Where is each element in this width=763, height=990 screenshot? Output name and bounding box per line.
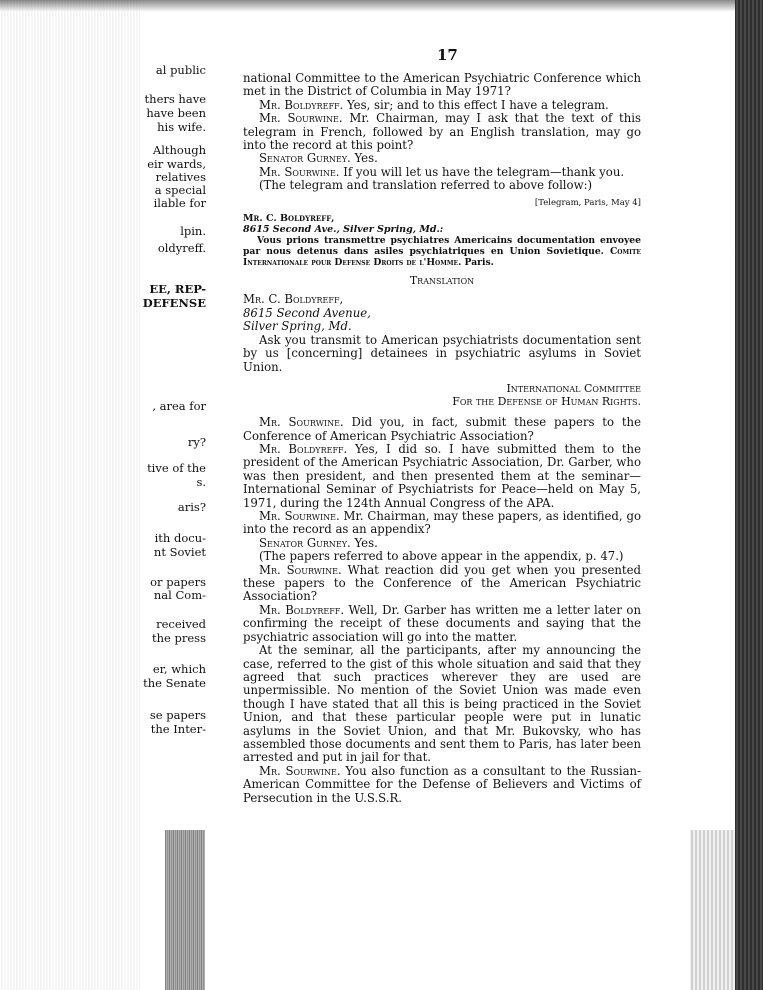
translation-address: Mr. C. Boldyreff, 8615 Second Avenue, Silver Spring, Md.	[243, 292, 371, 334]
facing-page-fragment: tive of the	[147, 461, 206, 475]
facing-page-fragment: , area for	[152, 399, 206, 413]
facing-page-fragment: DEFENSE	[142, 296, 206, 310]
facing-page-fragment: or papers	[150, 575, 206, 589]
paragraph: Mr. Sourwine. Mr. Chairman, may these papers, as identified, go into the record as an appendix?	[243, 509, 642, 537]
paragraph: Mr. Boldyreff. Yes, sir; and to this effect I have a telegram.	[259, 97, 609, 112]
telegram-body: Vous prions transmettre psychiatres Americains documentation envoyee par nous detenus dans asiles psychiatriques en Union Sovietique. Comite Internationale pour Defense Droits de l'Homme. Paris.	[243, 235, 641, 269]
speaker: Mr. Boldyreff.	[259, 97, 344, 112]
facing-page-fragment: eir wards,	[147, 157, 206, 171]
paragraph: Mr. Sourwine. You also function as a consultant to the Russian-American Committee for the Defense of Believers and Victims of Persecution in the U.S.S.R.	[243, 763, 642, 805]
facing-page-fragment: lpin.	[180, 224, 206, 238]
facing-page-fragment: nal Com-	[153, 588, 206, 602]
paragraph: Senator Gurney. Yes.	[259, 535, 378, 550]
gutter-shadow	[165, 830, 205, 990]
scan-edge-left	[0, 0, 140, 990]
facing-page-fragment: his wife.	[157, 120, 206, 134]
facing-page-fragment: received	[156, 617, 206, 631]
paragraph: Mr. Boldyreff. Yes, I did so. I have submitted them to the president of the American Psychiatric Association, Dr. Garber, who was then president, and then presented them at the seminar—International Seminar of Psychiatrists for Peace—held on May 5, 1971, during the 124th Annual Congress of the APA.	[243, 442, 641, 510]
facing-page-fragment: oldyreff.	[157, 241, 206, 255]
binding-shadow	[735, 0, 763, 990]
paragraph: (The telegram and translation referred to above follow:)	[259, 178, 593, 193]
speaker: Senator Gurney.	[259, 151, 351, 166]
facing-page-fragment: er, which	[152, 662, 206, 676]
facing-page-fragment: s.	[196, 475, 206, 489]
paragraph: Mr. Sourwine. Did you, in fact, submit these papers to the Conference of American Psychiatric Association?	[243, 415, 642, 443]
telegram-address: Mr. C. Boldyreff, 8615 Second Ave., Silver Spring, Md.:	[243, 213, 444, 236]
facing-page-fragment: Although	[152, 143, 206, 157]
facing-page-fragment: al public	[155, 64, 206, 77]
facing-page-fragment: ry?	[187, 435, 206, 449]
paragraph: (The papers referred to above appear in the appendix, p. 47.)	[259, 549, 624, 564]
gutter-shadow-right	[690, 830, 735, 990]
translation-body: Ask you transmit to American psychiatrists documentation sent by us [concerning] detainees in psychiatric asylums in Soviet Union.	[243, 332, 641, 374]
facing-page-fragment: relatives	[155, 170, 206, 184]
facing-page-fragments	[142, 64, 206, 764]
facing-page-fragment: aris?	[177, 500, 206, 514]
facing-page-fragment: ith docu-	[154, 531, 206, 545]
facing-page-fragment: nt Soviet	[153, 545, 206, 559]
paragraph: Senator Gurney. Yes.	[259, 151, 378, 166]
scan-edge-top	[0, 0, 763, 12]
page-body	[243, 72, 641, 805]
facing-page-fragment: a special	[154, 183, 206, 197]
speaker: Mr. Sourwine.	[259, 111, 343, 126]
telegram-header: [Telegram, Paris, May 4]	[534, 197, 641, 208]
paragraph: Mr. Boldyreff. Well, Dr. Garber has written me a letter later on confirming the receipt of these documents and saying that the psychiatric association will go into the matter.	[243, 602, 641, 644]
paragraph: national Committee to the American Psychiatric Conference which met in the District of Columbia in May 1971?	[243, 71, 641, 99]
speaker: Mr. Sourwine.	[259, 164, 340, 179]
translation-heading: Translation	[409, 274, 475, 288]
facing-page-fragment: ilable for	[153, 196, 206, 210]
paragraph: Mr. Sourwine. Mr. Chairman, may I ask that the text of this telegram in French, followed by an English translation, may go into the record at this point?	[243, 111, 642, 153]
facing-page-fragment: EE, REP-	[149, 282, 206, 296]
facing-page-fragment: the press	[152, 631, 206, 645]
facing-page-fragment: se papers	[149, 708, 206, 722]
paragraph: Mr. Sourwine. If you will let us have the telegram—thank you.	[259, 164, 625, 179]
facing-page-fragment: the Inter-	[150, 722, 206, 736]
facing-page-fragment: have been	[146, 106, 206, 120]
facing-page-fragment: the Senate	[143, 676, 206, 690]
paragraph: Mr. Sourwine. What reaction did you get when you presented these papers to the Conference of the American Psychiatric Association?	[243, 562, 641, 604]
facing-page-fragment: thers have	[144, 92, 206, 106]
translation-signature: International Committee For the Defense of Human Rights.	[452, 382, 641, 409]
page-number: 17	[437, 46, 458, 64]
paragraph: At the seminar, all the participants, after my announcing the case, referred to the gist of this whole situation and said that they agreed that such practices wherever they are used are unpermissible. No mention of the Soviet Union was made even though I have stated that all this is being practiced in the Soviet Union, and that these particular people were put in lunatic asylums in the Soviet Union, and that Mr. Bukovsky, who has assembled those documents and sent them to Paris, has later been arrested and put in jail for that.	[243, 643, 641, 765]
